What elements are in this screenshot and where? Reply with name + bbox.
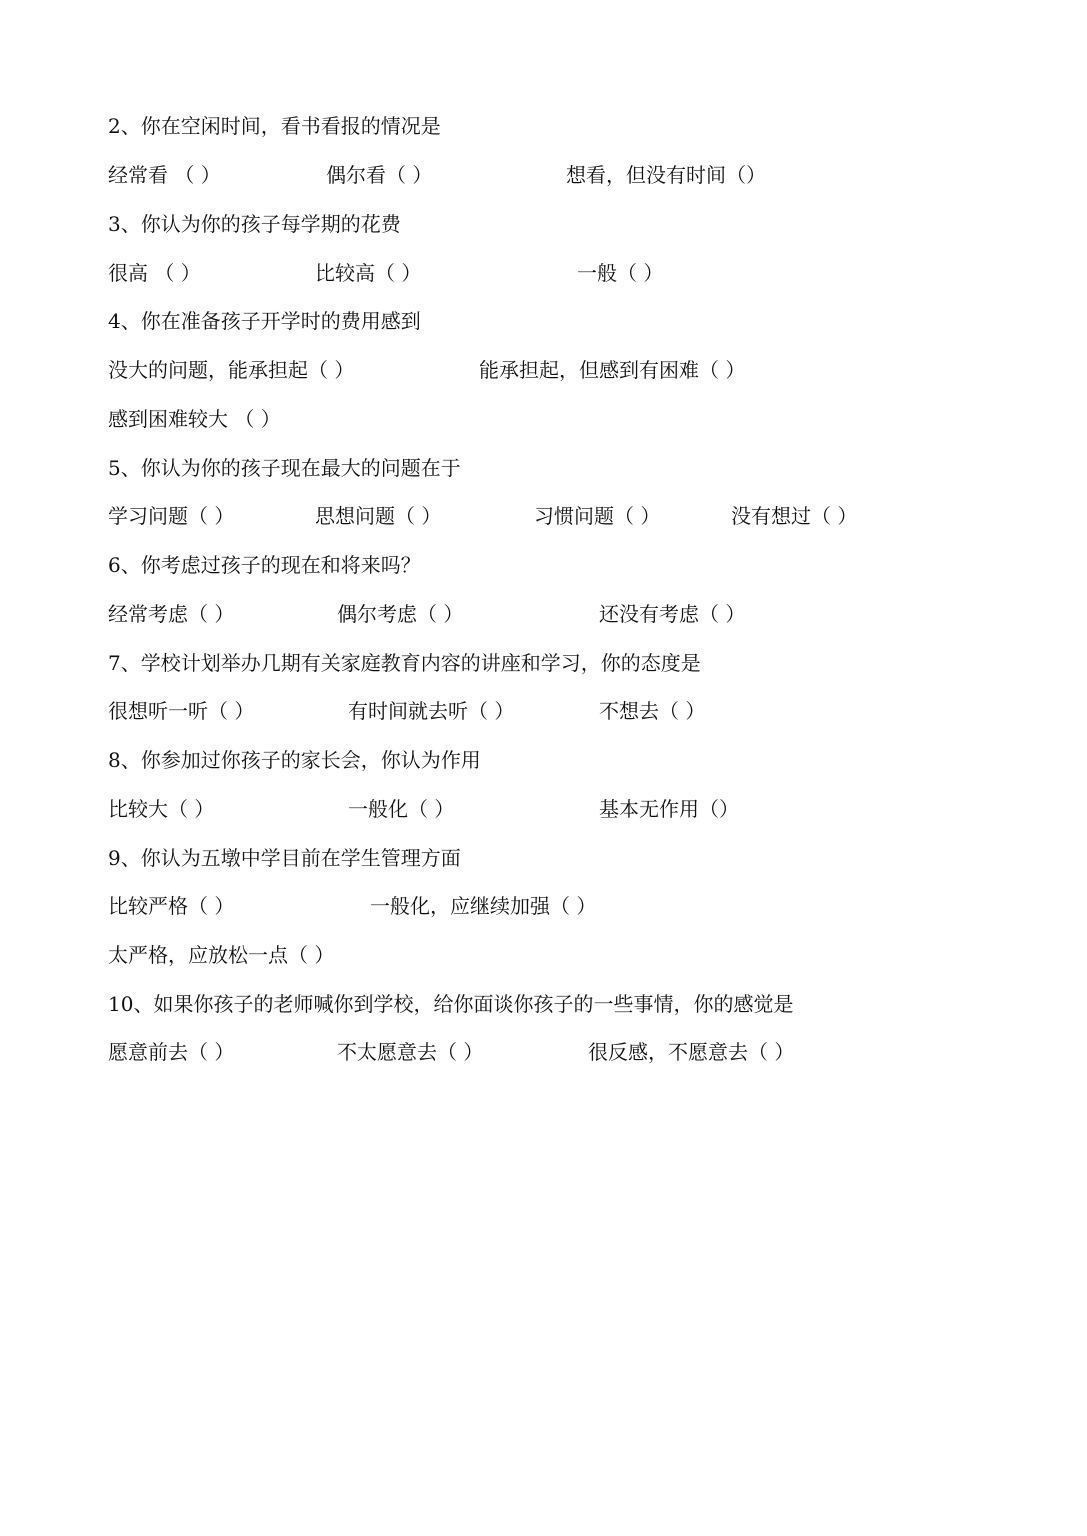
option-averse-unwilling: 很反感，不愿意去（ ） xyxy=(588,1040,795,1064)
option-occasionally-read: 偶尔看（ ） xyxy=(326,163,433,187)
option-want-no-time: 想看，但没有时间（） xyxy=(566,163,766,187)
option-great-difficulty: 感到困难较大 （ ） xyxy=(108,407,281,431)
question-2: 2、你在空闲时间，看书看报的情况是 xyxy=(108,114,441,138)
question-9: 9、你认为五墩中学目前在学生管理方面 xyxy=(108,846,461,870)
option-never-thought: 没有想过（ ） xyxy=(731,504,858,528)
option-not-go: 不想去（ ） xyxy=(599,699,706,723)
question-7: 7、学校计划举办几期有关家庭教育内容的讲座和学习，你的态度是 xyxy=(108,651,701,675)
question-8: 8、你参加过你孩子的家长会，你认为作用 xyxy=(108,748,481,772)
option-no-problem: 没大的问题，能承担起（ ） xyxy=(108,358,355,382)
question-4: 4、你在准备孩子开学时的费用感到 xyxy=(108,309,421,333)
option-fairly-big: 比较大（ ） xyxy=(108,797,215,821)
option-study-problem: 学习问题（ ） xyxy=(108,504,235,528)
option-want-to-listen: 很想听一听（ ） xyxy=(108,699,255,723)
option-too-strict: 太严格，应放松一点（ ） xyxy=(108,943,335,967)
option-occasionally-consider: 偶尔考虑（ ） xyxy=(337,602,464,626)
option-fairly-strict: 比较严格（ ） xyxy=(108,894,235,918)
option-often-read: 经常看 （ ） xyxy=(108,163,221,187)
option-basically-useless: 基本无作用（） xyxy=(599,797,739,821)
option-listen-if-time: 有时间就去听（ ） xyxy=(348,699,515,723)
option-not-yet-considered: 还没有考虑（ ） xyxy=(599,602,746,626)
option-not-very-willing: 不太愿意去（ ） xyxy=(337,1040,484,1064)
option-very-high: 很高 （ ） xyxy=(108,261,201,285)
question-10: 10、如果你孩子的老师喊你到学校，给你面谈你孩子的一些事情，你的感觉是 xyxy=(108,992,794,1016)
option-thought-problem: 思想问题（ ） xyxy=(315,504,442,528)
option-affordable-difficult: 能承担起，但感到有困难（ ） xyxy=(479,358,746,382)
option-fairly-high: 比较高（ ） xyxy=(315,261,422,285)
option-habit-problem: 习惯问题（ ） xyxy=(534,504,661,528)
question-6: 6、你考虑过孩子的现在和将来吗？ xyxy=(108,553,421,577)
question-3: 3、你认为你的孩子每学期的花费 xyxy=(108,212,401,236)
option-average: 一般（ ） xyxy=(577,261,664,285)
option-willing-to-go: 愿意前去（ ） xyxy=(108,1040,235,1064)
option-mediocre: 一般化（ ） xyxy=(348,797,455,821)
option-often-consider: 经常考虑（ ） xyxy=(108,602,235,626)
question-5: 5、你认为你的孩子现在最大的问题在于 xyxy=(108,456,461,480)
option-mediocre-strengthen: 一般化，应继续加强（ ） xyxy=(370,894,597,918)
